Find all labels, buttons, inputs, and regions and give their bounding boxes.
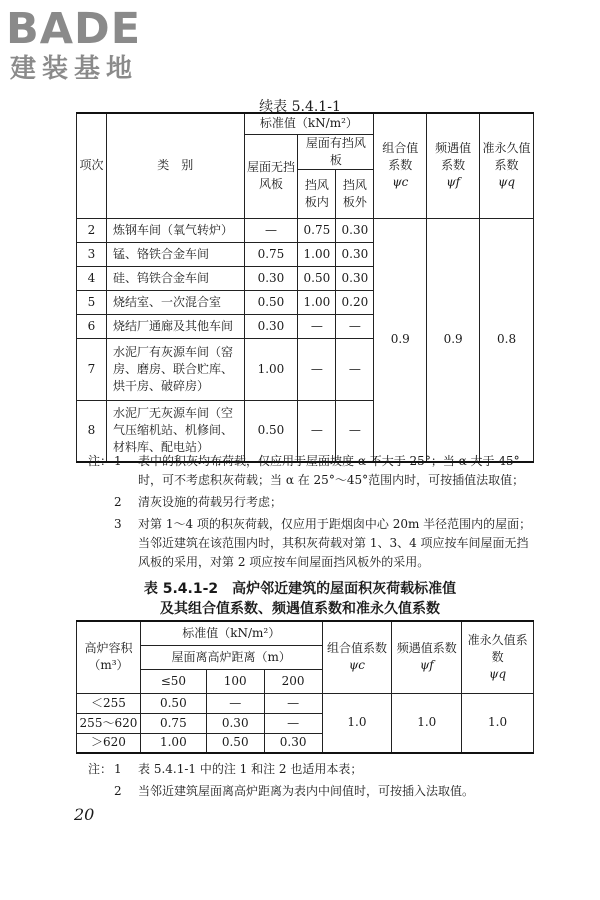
cell-quasi-shared: 1.0 — [462, 693, 534, 753]
logo-brand: BADE — [6, 4, 142, 54]
header-distance-200: 200 — [264, 669, 322, 693]
cell-value: 0.30 — [264, 733, 322, 753]
cell-freq-shared: 0.9 — [427, 218, 480, 462]
cell-value: 0.75 — [244, 242, 298, 266]
cell-value: — — [336, 338, 374, 400]
header-inside: 挡风板内 — [298, 169, 336, 218]
notes1 — [88, 452, 534, 572]
cell-value: 0.50 — [140, 693, 206, 713]
cell-category: 水泥厂有灰源车间（窑房、磨房、联合贮库、烘干房、破碎房） — [106, 338, 244, 400]
table-row — [77, 218, 534, 242]
header-outside: 挡风板外 — [336, 169, 374, 218]
cell-value: 0.30 — [336, 266, 374, 290]
cell-no: 7 — [77, 338, 107, 400]
cell-no: 6 — [77, 314, 107, 338]
cell-value: 0.30 — [336, 242, 374, 266]
note-item — [88, 515, 534, 572]
cell-value: 0.75 — [298, 218, 336, 242]
cell-value: — — [336, 400, 374, 462]
header-with-wind: 屋面有挡风板 — [298, 134, 374, 169]
cell-value: 0.30 — [336, 218, 374, 242]
note-item — [88, 493, 534, 512]
header-standard: 标准值（kN/m²） — [244, 113, 374, 134]
note-item — [88, 452, 534, 490]
cell-category: 烧结厂通廊及其他车间 — [106, 314, 244, 338]
header-quasi: 准永久值系数 ψq — [480, 113, 534, 218]
cell-value: 1.00 — [298, 242, 336, 266]
cell-no: 4 — [77, 266, 107, 290]
cell-comb-shared: 1.0 — [322, 693, 392, 753]
note-number: 2 — [114, 784, 122, 798]
logo-subtitle: 建装基地 — [10, 54, 139, 84]
cell-category: 水泥厂无灰源车间（空气压缩机站、机修间、材料库、配电站） — [106, 400, 244, 462]
cell-value: 1.00 — [298, 290, 336, 314]
cell-value: 0.20 — [336, 290, 374, 314]
page-number: 20 — [74, 805, 95, 824]
header-freq: 频遇值系数 ψf — [427, 113, 480, 218]
cell-value: 0.50 — [244, 290, 298, 314]
cell-no: 2 — [77, 218, 107, 242]
note-text: 表中的积灰均布荷载，仅应用于屋面坡度 α 不大于 25°；当 α 大于 45°时，可不考虑积灰荷载；当 α 在 25°～45°范围内时，可按插值法取值； — [138, 454, 525, 487]
cell-value: — — [298, 314, 336, 338]
logo — [6, 6, 176, 88]
table1-caption: 续表 5.4.1-1 — [259, 99, 341, 115]
note-number: 2 — [114, 495, 122, 509]
cell-value: 1.00 — [140, 733, 206, 753]
notes-label: 注： — [88, 454, 113, 468]
cell-value: 0.50 — [298, 266, 336, 290]
table1 — [76, 112, 534, 463]
cell-category: 硅、钨铁合金车间 — [106, 266, 244, 290]
cell-comb-shared: 0.9 — [374, 218, 427, 462]
cell-value: — — [264, 713, 322, 733]
cell-no: 3 — [77, 242, 107, 266]
cell-category: 烧结室、一次混合室 — [106, 290, 244, 314]
cell-value: — — [298, 338, 336, 400]
cell-value: 0.30 — [206, 713, 264, 733]
cell-value: 0.30 — [244, 266, 298, 290]
note-number: 1 — [114, 454, 122, 468]
note-text: 当邻近建筑屋面离高炉距离为表内中间值时，可按插入法取值。 — [138, 784, 475, 798]
header-quasi: 准永久值系数 ψq — [462, 621, 534, 693]
note-item — [88, 760, 534, 779]
notes-label: 注： — [88, 762, 113, 776]
header-comb: 组合值系数 ψc — [374, 113, 427, 218]
cell-value: — — [336, 314, 374, 338]
cell-value: 0.30 — [244, 314, 298, 338]
cell-value: 0.50 — [206, 733, 264, 753]
cell-category: 锰、铬铁合金车间 — [106, 242, 244, 266]
header-comb: 组合值系数 ψc — [322, 621, 392, 693]
table-row — [77, 693, 534, 713]
cell-volume: ＜255 — [77, 693, 141, 713]
table2 — [76, 620, 534, 754]
cell-freq-shared: 1.0 — [392, 693, 462, 753]
header-distance: 屋面离高炉距离（m） — [140, 645, 322, 669]
note-item — [88, 782, 534, 801]
table2-caption-line1: 表 5.4.1-2 高炉邻近建筑的屋面积灰荷载标准值 — [143, 581, 457, 597]
note-number: 3 — [114, 517, 122, 531]
cell-value: — — [206, 693, 264, 713]
cell-value: 0.50 — [244, 400, 298, 462]
note-text: 清灰设施的荷载另行考虑； — [138, 495, 283, 509]
cell-volume: ＞620 — [77, 733, 141, 753]
header-volume: 高炉容积（m³） — [77, 621, 141, 693]
header-no-wind: 屋面无挡风板 — [244, 134, 298, 218]
notes2 — [88, 760, 534, 801]
cell-value: 1.00 — [244, 338, 298, 400]
header-distance-50: ≤50 — [140, 669, 206, 693]
cell-value: — — [244, 218, 298, 242]
cell-value: — — [264, 693, 322, 713]
cell-no: 8 — [77, 400, 107, 462]
cell-quasi-shared: 0.8 — [480, 218, 534, 462]
cell-volume: 255～620 — [77, 713, 141, 733]
cell-value: — — [298, 400, 336, 462]
note-text: 表 5.4.1-1 中的注 1 和注 2 也适用本表； — [138, 762, 363, 776]
cell-no: 5 — [77, 290, 107, 314]
header-freq: 频遇值系数 ψf — [392, 621, 462, 693]
header-category: 类 别 — [106, 113, 244, 218]
note-number: 1 — [114, 762, 122, 776]
table2-caption-line2: 及其组合值系数、频遇值系数和准永久值系数 — [160, 601, 440, 617]
header-standard: 标准值（kN/m²） — [140, 621, 322, 645]
header-item-no: 项次 — [77, 113, 107, 218]
cell-value: 0.75 — [140, 713, 206, 733]
note-text: 对第 1～4 项的积灰荷载，仅应用于距烟囱中心 20m 半径范围内的屋面；当邻近建筑在该范围内时，其积灰荷载对第 1、3、4 项应按车间屋面无挡风板的采用，对第 2 项应按车间屋面挡风板外的采用。 — [138, 517, 532, 569]
cell-category: 炼钢车间（氧气转炉） — [106, 218, 244, 242]
header-distance-100: 100 — [206, 669, 264, 693]
